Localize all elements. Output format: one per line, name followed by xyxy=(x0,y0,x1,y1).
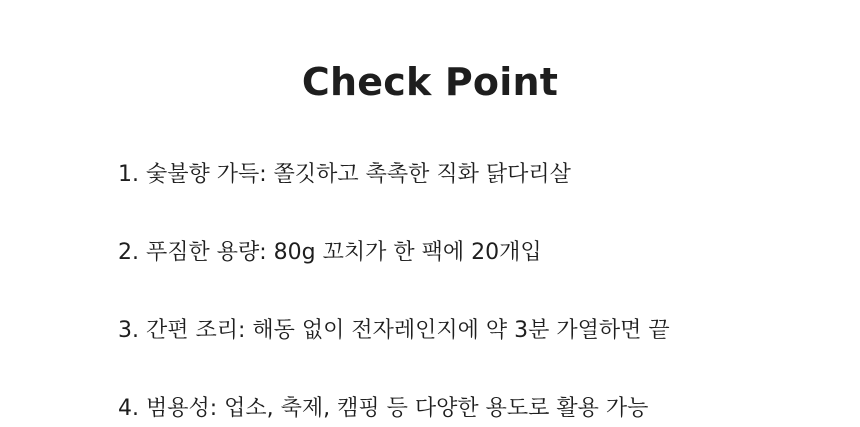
check-point-item: 3. 간편 조리: 해동 없이 전자레인지에 약 3분 가열하면 끝 xyxy=(118,318,670,343)
check-point-item: 4. 범용성: 업소, 축제, 캠핑 등 다양한 용도로 활용 가능 xyxy=(118,396,649,421)
check-point-item: 2. 푸짐한 용량: 80g 꼬치가 한 팩에 20개입 xyxy=(118,240,542,265)
check-point-list xyxy=(118,157,670,427)
check-point-item: 1. 숯불향 가득: 쫄깃하고 촉촉한 직화 닭다리살 xyxy=(118,162,571,187)
section-title: Check Point xyxy=(301,60,559,104)
